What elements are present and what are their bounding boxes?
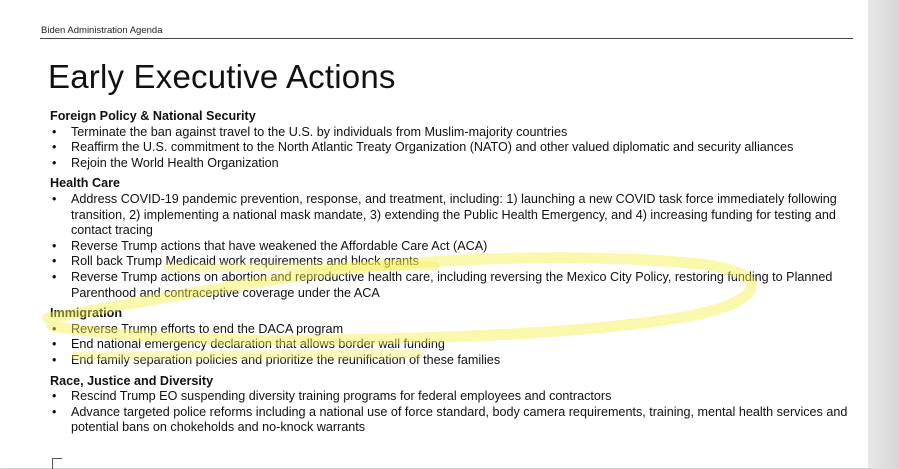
section-heading: Foreign Policy & National Security bbox=[50, 109, 256, 123]
page-corner-mark bbox=[52, 458, 62, 469]
list-item: • Terminate the ban against travel to the U.S. by individuals from Muslim-majority countries bbox=[50, 125, 850, 141]
section-foreign-policy bbox=[50, 109, 850, 171]
header-divider bbox=[40, 38, 853, 39]
section-race-justice bbox=[50, 374, 850, 436]
bullet-list bbox=[50, 125, 850, 172]
list-item: • Reverse Trump actions that have weakened the Affordable Care Act (ACA) bbox=[50, 239, 850, 255]
list-item: • Reverse Trump efforts to end the DACA program bbox=[50, 322, 850, 338]
page-title: Early Executive Actions bbox=[48, 58, 396, 95]
list-item: • Rescind Trump EO suspending diversity training programs for federal employees and contractors bbox=[50, 389, 850, 405]
list-item: • Address COVID-19 pandemic prevention, response, and treatment, including: 1) launching a new COVID task force immediately following transition, 2) implementing a national mask mandate, 3) extending the Public Health Emergency, and 4) increasing funding for testing and contact tracing bbox=[50, 192, 850, 239]
list-item: • End family separation policies and prioritize the reunification of these families bbox=[50, 353, 850, 369]
bullet-list bbox=[50, 192, 850, 301]
section-heading: Immigration bbox=[50, 306, 123, 321]
page-edge-shadow bbox=[868, 0, 899, 468]
bullet-list bbox=[50, 322, 850, 369]
section-heading: Health Care bbox=[50, 176, 120, 191]
bullet-list bbox=[50, 389, 850, 436]
list-item: • End national emergency declaration that allows border wall funding bbox=[50, 337, 850, 353]
list-item: • Roll back Trump Medicaid work requirements and block grants bbox=[50, 254, 850, 270]
list-item: • Rejoin the World Health Organization bbox=[50, 156, 850, 172]
section-heading: Race, Justice and Diversity bbox=[50, 373, 214, 388]
list-item: • Reverse Trump actions on abortion and reproductive health care, including reversing the Mexico City Policy, restoring funding to Planned Parenthood and contraceptive coverage under the ACA bbox=[50, 270, 850, 301]
section-health-care bbox=[50, 176, 850, 301]
list-item: • Advance targeted police reforms including a national use of force standard, body camera requirements, training, mental health services and potential bans on chokeholds and no-knock warrants bbox=[50, 405, 850, 436]
document-header-label: Biden Administration Agenda bbox=[41, 25, 163, 36]
agenda-content bbox=[50, 109, 850, 441]
list-item: • Reaffirm the U.S. commitment to the North Atlantic Treaty Organization (NATO) and other valued diplomatic and security alliances bbox=[50, 140, 850, 156]
section-immigration bbox=[50, 306, 850, 368]
